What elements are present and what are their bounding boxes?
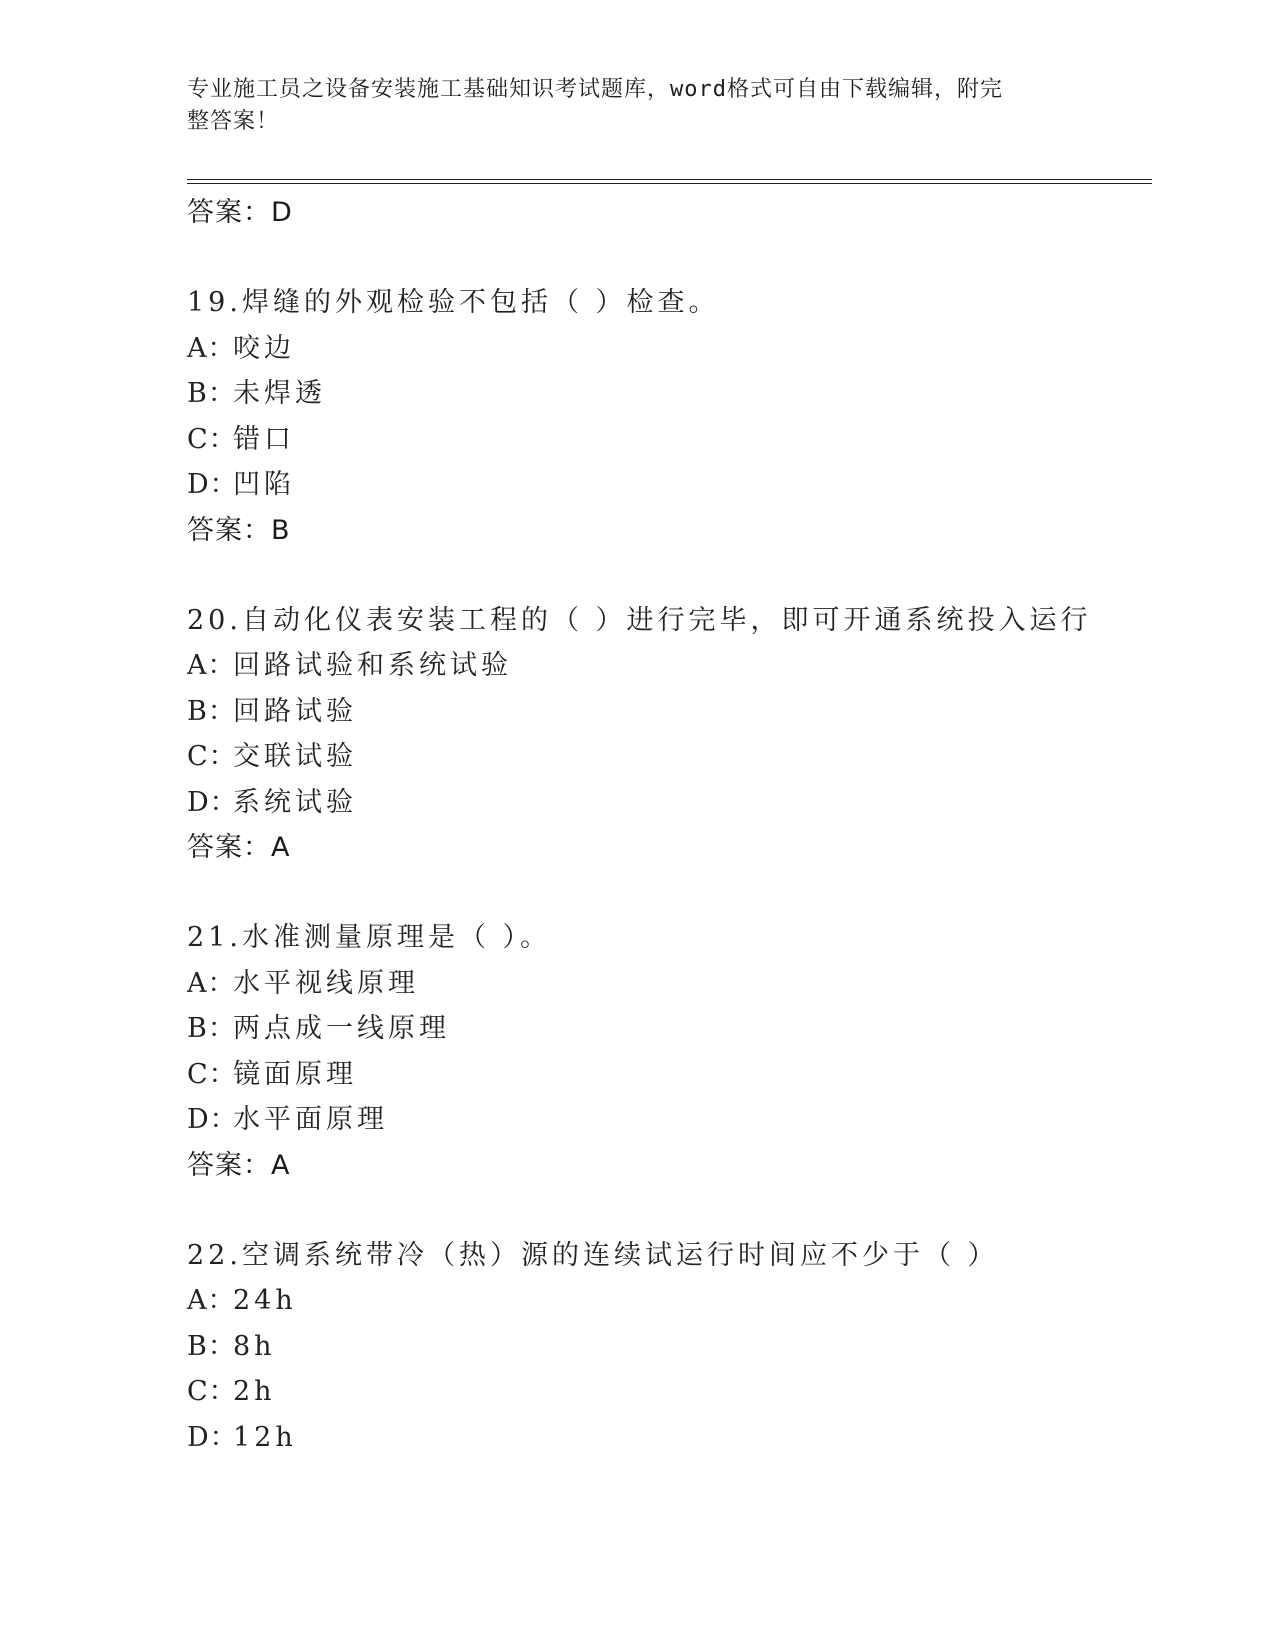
option-text: 咬边 xyxy=(233,332,295,364)
option-key: D： xyxy=(187,786,238,818)
answer-line: 答案：A xyxy=(187,1149,291,1181)
option-text: 镜面原理 xyxy=(233,1058,357,1090)
document-header xyxy=(187,74,1067,138)
header-line-2: 整答案！ xyxy=(187,109,280,134)
option-text: 8h xyxy=(233,1330,276,1362)
option-d xyxy=(187,1415,1152,1461)
question-stem: 19.焊缝的外观检验不包括（ ）检查。 xyxy=(187,287,720,318)
answer-line: 答案：B xyxy=(187,514,291,546)
option-key: C： xyxy=(187,1376,237,1407)
option-key: D： xyxy=(187,1421,238,1453)
option-text: 回路试验 xyxy=(233,695,357,727)
option-text: 交联试验 xyxy=(233,741,357,772)
option-key: B： xyxy=(187,1013,236,1044)
question-block xyxy=(187,280,1152,554)
option-key: B： xyxy=(187,1330,236,1362)
question-block xyxy=(187,598,1152,872)
option-b xyxy=(187,1324,1152,1370)
header-divider-bottom xyxy=(187,183,1152,184)
option-a xyxy=(187,643,1152,689)
option-c xyxy=(187,417,1152,463)
option-key: D： xyxy=(187,1104,238,1135)
option-a xyxy=(187,1278,1152,1324)
option-key: A： xyxy=(187,332,236,364)
option-text: 回路试验和系统试验 xyxy=(233,650,512,681)
option-key: A： xyxy=(187,1285,236,1316)
option-text: 24h xyxy=(233,1285,297,1316)
option-text: 2h xyxy=(233,1376,276,1407)
option-text: 未焊透 xyxy=(233,378,326,409)
option-d xyxy=(187,780,1152,826)
answer-line: 答案：A xyxy=(187,832,291,863)
question-block xyxy=(187,915,1152,1189)
header-line-1: 专业施工员之设备安装施工基础知识考试题库，word格式可自由下载编辑，附完 xyxy=(187,77,1003,102)
option-key: A： xyxy=(187,650,236,681)
option-c xyxy=(187,1369,1152,1415)
option-text: 错口 xyxy=(233,423,295,455)
option-b xyxy=(187,371,1152,417)
option-c xyxy=(187,1052,1152,1098)
option-a xyxy=(187,961,1152,1007)
option-key: C： xyxy=(187,1058,237,1090)
option-d xyxy=(187,1097,1152,1143)
question-stem: 22.空调系统带冷（热）源的连续试运行时间应不少于（ ） xyxy=(187,1239,999,1271)
option-b xyxy=(187,689,1152,735)
option-text: 凹陷 xyxy=(233,469,295,500)
question-block xyxy=(187,1233,1152,1461)
option-key: B： xyxy=(187,695,236,727)
option-key: D： xyxy=(187,469,238,500)
option-d xyxy=(187,462,1152,508)
option-key: B： xyxy=(187,378,236,409)
question-list xyxy=(187,190,1152,1460)
option-a xyxy=(187,326,1152,372)
option-text: 系统试验 xyxy=(233,786,357,818)
option-text: 水平面原理 xyxy=(233,1104,388,1135)
option-c xyxy=(187,734,1152,780)
option-key: C： xyxy=(187,741,237,772)
option-text: 两点成一线原理 xyxy=(233,1013,450,1044)
answer-line: 答案：D xyxy=(187,197,293,228)
option-key: A： xyxy=(187,967,236,999)
question-stem: 20.自动化仪表安装工程的（ ）进行完毕，即可开通系统投入运行 xyxy=(187,604,1092,636)
option-text: 水平视线原理 xyxy=(233,967,419,999)
option-b xyxy=(187,1006,1152,1052)
question-stem: 21.水准测量原理是（ ）。 xyxy=(187,922,552,953)
option-text: 12h xyxy=(233,1421,297,1453)
option-key: C： xyxy=(187,423,237,455)
header-divider-top xyxy=(187,179,1152,180)
